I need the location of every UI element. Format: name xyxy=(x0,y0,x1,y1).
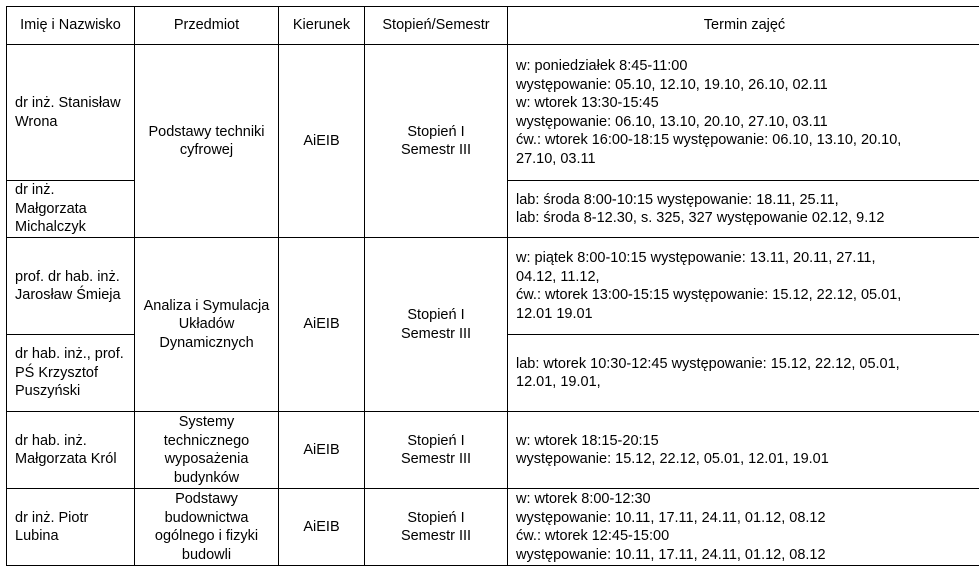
term-cell xyxy=(508,412,979,489)
header-level: Stopień/Semestr xyxy=(365,7,508,45)
subject-cell: Podstawy techniki cyfrowej xyxy=(135,45,279,238)
level-degree: Stopień I xyxy=(407,123,465,140)
table-row xyxy=(7,489,979,566)
table-row xyxy=(7,45,979,181)
header-term: Termin zajęć xyxy=(508,7,979,45)
term-cell xyxy=(508,45,979,181)
term-line: 04.12, 11.12, xyxy=(516,268,600,285)
term-line: ćw.: wtorek 12:45-15:00 xyxy=(516,528,670,544)
term-line: występowanie: 05.10, 12.10, 19.10, 26.10, 02.11 xyxy=(516,76,828,93)
level-degree: Stopień I xyxy=(407,307,465,323)
level-degree: Stopień I xyxy=(407,509,465,526)
header-name: Imię i Nazwisko xyxy=(7,7,135,45)
subject-cell: Podstawy budownictwa ogólnego i fizyki budowli xyxy=(135,489,279,566)
level-semester: Semestr III xyxy=(400,528,472,544)
header-subject: Przedmiot xyxy=(135,7,279,45)
level-cell xyxy=(365,489,508,566)
term-line: występowanie: 10.11, 17.11, 24.11, 01.12, 08.12 xyxy=(516,546,826,563)
teacher-name: prof. dr hab. inż. Jarosław Śmieja xyxy=(7,238,135,335)
schedule-table xyxy=(6,6,979,566)
teacher-name: dr hab. inż., prof. PŚ Krzysztof Puszyński xyxy=(7,335,135,412)
term-line: 12.01 19.01 xyxy=(516,305,593,322)
term-line: 12.01, 19.01, xyxy=(516,374,601,390)
direction-cell: AiEIB xyxy=(279,489,365,566)
term-line: lab: środa 8:00-10:15 występowanie: 18.11, 25.11, xyxy=(516,191,839,208)
term-line: w: wtorek 18:15-20:15 xyxy=(516,432,659,449)
teacher-name: dr inż. Piotr Lubina xyxy=(7,489,135,566)
term-cell xyxy=(508,489,979,566)
subject-cell: Systemy technicznego wyposażenia budynków xyxy=(135,412,279,489)
table-row xyxy=(7,238,979,335)
teacher-name: dr inż. Małgorzata Michalczyk xyxy=(7,181,135,238)
level-degree: Stopień I xyxy=(407,432,465,449)
subject-cell: Analiza i Symulacja Układów Dynamicznych xyxy=(135,238,279,412)
teacher-name: dr inż. Stanisław Wrona xyxy=(7,45,135,181)
term-line: występowanie: 10.11, 17.11, 24.11, 01.12, 08.12 xyxy=(516,509,826,526)
header-row xyxy=(7,7,979,45)
level-semester: Semestr III xyxy=(400,451,472,467)
direction-cell: AiEIB xyxy=(279,238,365,412)
term-line: występowanie: 15.12, 22.12, 05.01, 12.01, 19.01 xyxy=(516,451,829,467)
term-line: ćw.: wtorek 13:00-15:15 występowanie: 15.12, 22.12, 05.01, xyxy=(516,287,902,303)
term-cell xyxy=(508,238,979,335)
term-line: w: wtorek 13:30-15:45 xyxy=(516,95,659,111)
level-semester: Semestr III xyxy=(400,325,472,342)
term-line: w: piątek 8:00-10:15 występowanie: 13.11, 20.11, 27.11, xyxy=(516,250,876,266)
term-cell xyxy=(508,335,979,412)
term-line: ćw.: wtorek 16:00-18:15 występowanie: 06.10, 13.10, 20.10, xyxy=(516,132,902,148)
level-semester: Semestr III xyxy=(400,142,472,158)
term-line: lab: wtorek 10:30-12:45 występowanie: 15.12, 22.12, 05.01, xyxy=(516,355,900,372)
term-line: w: poniedziałek 8:45-11:00 xyxy=(516,58,688,74)
term-line: lab: środa 8-12.30, s. 325, 327 występowanie 02.12, 9.12 xyxy=(516,210,885,226)
term-line: występowanie: 06.10, 13.10, 20.10, 27.10, 03.11 xyxy=(516,113,828,130)
term-cell xyxy=(508,181,979,238)
direction-cell: AiEIB xyxy=(279,45,365,238)
term-line: w: wtorek 8:00-12:30 xyxy=(516,491,651,507)
level-cell xyxy=(365,412,508,489)
teacher-name: dr hab. inż. Małgorzata Król xyxy=(7,412,135,489)
level-cell xyxy=(365,238,508,412)
table-row xyxy=(7,412,979,489)
level-cell xyxy=(365,45,508,238)
header-direction: Kierunek xyxy=(279,7,365,45)
term-line: 27.10, 03.11 xyxy=(516,150,596,167)
direction-cell: AiEIB xyxy=(279,412,365,489)
